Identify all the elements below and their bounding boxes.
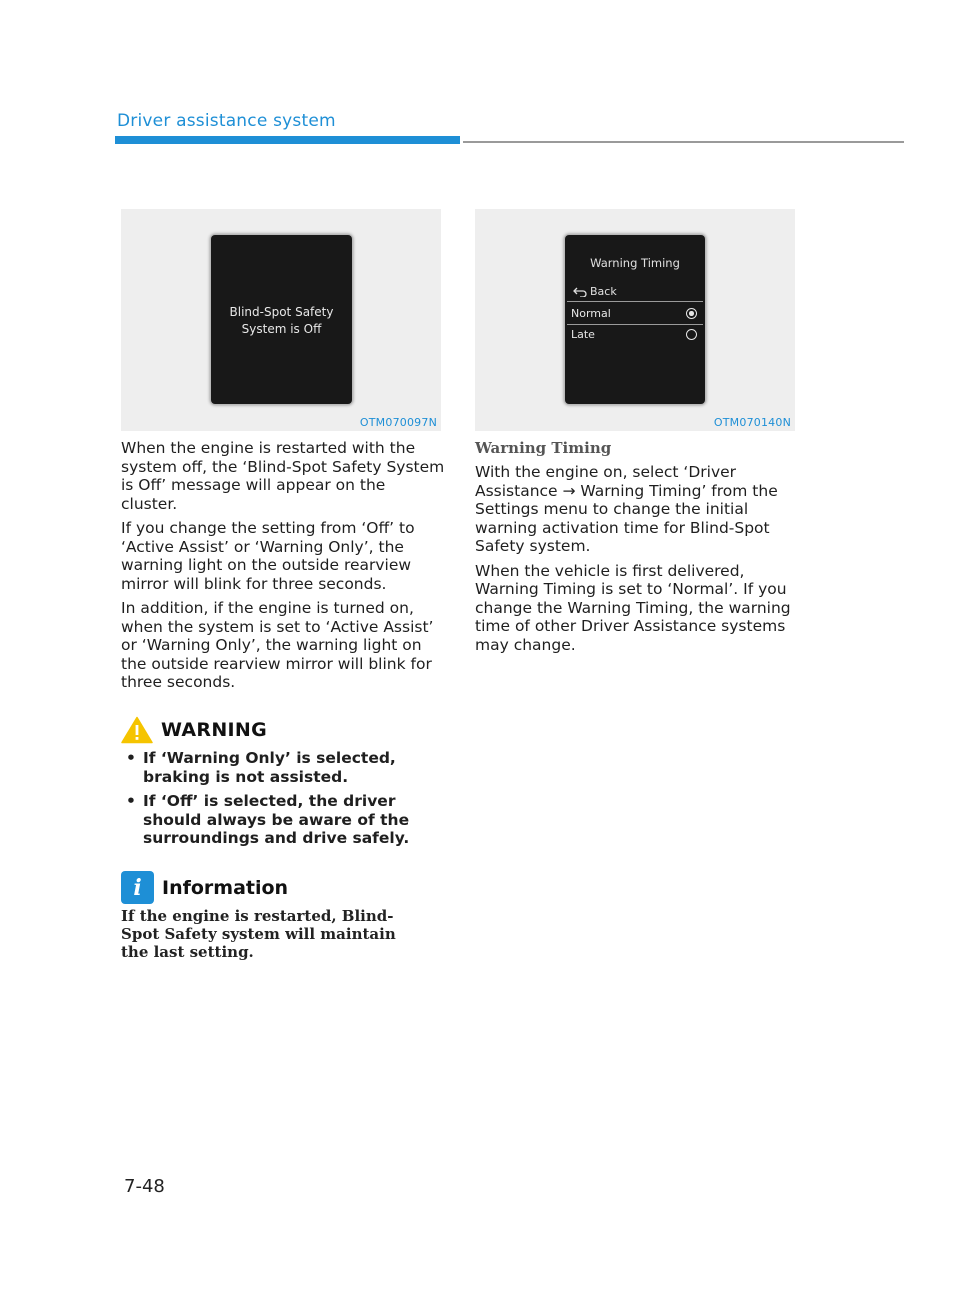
figure-code: OTM070140N <box>713 416 791 429</box>
warning-list <box>121 749 446 854</box>
option-label: Normal <box>571 307 611 320</box>
header-rule-accent <box>115 136 460 144</box>
bullet: • <box>126 749 136 767</box>
bullet: • <box>126 792 136 810</box>
subsection-heading: Warning Timing <box>475 439 612 457</box>
cluster-message-line1: Blind-Spot Safety <box>229 305 334 319</box>
menu-divider <box>567 324 703 325</box>
figure-blind-spot-off <box>121 209 441 431</box>
warning-triangle-icon <box>121 716 153 744</box>
info-icon: i <box>121 871 154 904</box>
warning-item-text: If ‘Warning Only’ is selected, braking is not assisted. <box>143 749 396 786</box>
radio-selected-icon <box>686 308 697 319</box>
back-arrow-icon <box>573 287 587 297</box>
warning-item-text: If ‘Off’ is selected, the driver should always be aware of the surroundings and drive safely. <box>143 792 410 847</box>
settings-display <box>565 235 705 404</box>
option-label: Late <box>571 328 595 341</box>
menu-title: Warning Timing <box>590 256 680 270</box>
information-title: Information <box>162 876 289 899</box>
paragraph: When the vehicle is first delivered, Warning Timing is set to ‘Normal’. If you change the Warning Timing, the warning time of other Driver Assistance systems may change. <box>475 561 791 654</box>
paragraph: If you change the setting from ‘Off’ to ‘Active Assist’ or ‘Warning Only’, the warning light on the outside rearview mirror will blink for three seconds. <box>121 519 415 593</box>
right-column <box>475 439 800 660</box>
cluster-message-line2: System is Off <box>241 322 322 336</box>
paragraph: When the engine is restarted with the system off, the ‘Blind-Spot Safety System is Off’ message will appear on the cluster. <box>121 439 445 513</box>
radio-unselected-icon <box>686 329 697 340</box>
paragraph: With the engine on, select ‘Driver Assistance → Warning Timing’ from the Settings menu to change the initial warning activation time for Blind-Spot Safety system. <box>475 463 778 555</box>
left-column <box>121 439 446 698</box>
information-text: If the engine is restarted, Blind-Spot Safety system will maintain the last setting. <box>121 907 396 961</box>
paragraph: In addition, if the engine is turned on, when the system is set to ‘Active Assist’ or ‘Warning Only’, the warning light on the outside rearview mirror will blink for three seconds. <box>121 599 434 691</box>
figure-warning-timing <box>475 209 795 431</box>
warning-item <box>121 792 446 848</box>
back-button[interactable] <box>573 285 617 298</box>
section-title: Driver assistance system <box>117 111 336 131</box>
header-rule <box>463 141 904 143</box>
warning-item <box>121 749 446 786</box>
warning-title: WARNING <box>161 719 268 741</box>
menu-divider <box>567 301 703 302</box>
cluster-message <box>211 304 352 338</box>
option-late[interactable] <box>571 328 697 341</box>
information-heading <box>121 871 288 904</box>
cluster-display <box>211 235 352 404</box>
back-label: Back <box>590 285 617 298</box>
warning-heading <box>121 716 267 744</box>
option-normal[interactable] <box>571 307 697 320</box>
figure-code: OTM070097N <box>359 416 437 429</box>
page-number: 7-48 <box>124 1176 165 1197</box>
